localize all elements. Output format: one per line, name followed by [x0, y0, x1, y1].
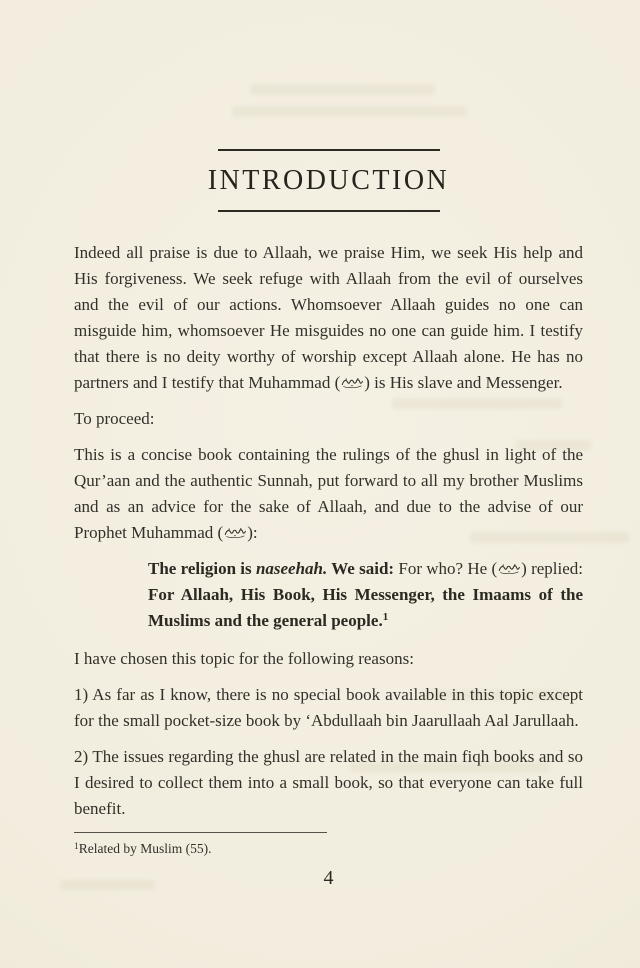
body-text [74, 240, 583, 822]
paragraph-text: To proceed: [74, 409, 155, 428]
paragraph-reason-2 [74, 744, 583, 822]
quote-regular-text: ) replied: [521, 559, 584, 578]
footnote-reference: 1 [382, 611, 389, 623]
paragraph-to-proceed [74, 406, 583, 432]
page-number: 4 [323, 867, 334, 889]
paragraph-text: 2) The issues regarding the ghusl are related in the main fiqh books and so I desired to collect them into a small book, so that everyone can take full benefit. [74, 747, 583, 818]
paragraph-text: 1) As far as I know, there is no special book available in this topic except for the small pocket-size book by ‘Abdullaah bin Jaarullaah Aal Jarullaah. [74, 685, 583, 730]
salawat-calligraphy-icon [498, 563, 520, 575]
quote-regular-text: For who? He ( [398, 559, 498, 578]
footnote-area [74, 832, 583, 858]
paragraph-book-purpose [74, 442, 583, 546]
quote-bold-italic-text: naseehah. [255, 559, 328, 578]
salawat-calligraphy-icon [224, 527, 246, 539]
paragraph-praise [74, 240, 583, 396]
paragraph-reason-1 [74, 682, 583, 734]
footnote [74, 840, 583, 858]
footnote-divider [74, 832, 327, 833]
paragraph-text: This is a concise book containing the rulings of the ghusl in light of the Qur’aan and the authentic Sunnah, put forward to all my brother Muslims and as an advice for the sake of Allaah, and due to the advise of our Prophet Muhammad ( [74, 445, 583, 542]
paragraph-text: ) is His slave and Messenger. [364, 373, 563, 392]
paragraph-text: I have chosen this topic for the following reasons: [74, 649, 414, 668]
paragraph-text: Indeed all praise is due to Allaah, we praise Him, we seek His help and His forgiveness. We seek refuge with Allaah from the evil of ourselves and the evil of our actions. Whomsoever Allaah guides no one can misguide him, whomsoever He misguides no one can guide him. I testify that there is no deity worthy of worship except Allaah alone. He has no partners and I testify that Muhammad ( [74, 243, 583, 392]
paragraph-reasons-intro [74, 646, 583, 672]
title-rule-top [218, 149, 440, 151]
quote-bold-text: We said: [327, 559, 399, 578]
footnote-marker: 1 [74, 842, 79, 852]
salawat-calligraphy-icon [341, 377, 363, 389]
page-title: INTRODUCTION [207, 165, 450, 196]
hadith-blockquote [74, 556, 583, 634]
title-rule-bottom [218, 210, 440, 212]
footnote-text: Related by Muslim (55). [78, 841, 212, 856]
paragraph-text: ): [247, 523, 258, 542]
quote-bold-text: For Allaah, His Book, His Messenger, the Imaams of the Muslims and the general people. [148, 585, 583, 630]
quote-bold-text: The religion is [148, 559, 256, 578]
